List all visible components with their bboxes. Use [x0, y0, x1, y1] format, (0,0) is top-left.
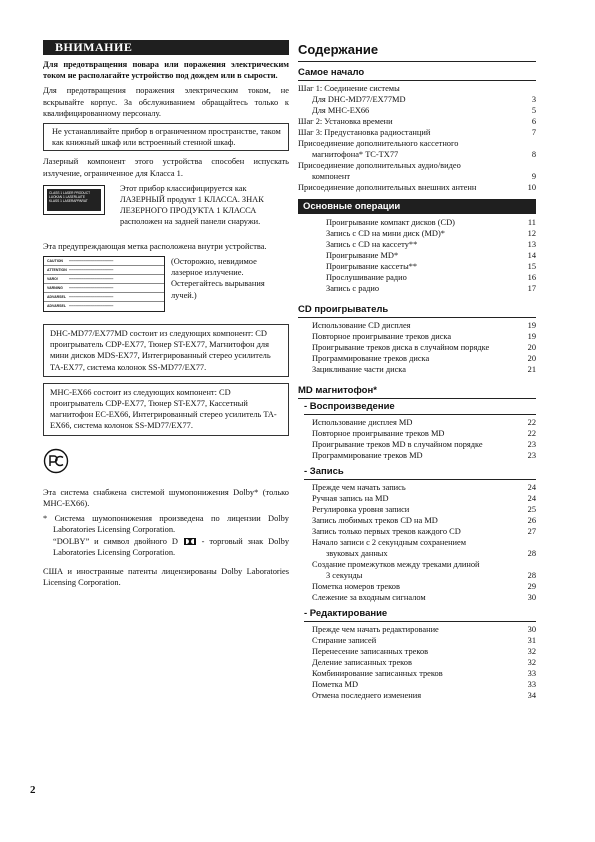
toc-item[interactable]: Слежение за входным сигналом 30 — [312, 593, 536, 602]
toc-list-basic — [298, 217, 536, 294]
warning-heading: ВНИМАНИЕ — [43, 40, 289, 55]
toc-item[interactable]: Запись с CD на мини диск (MD)* 12 — [326, 229, 536, 238]
toc-item[interactable]: Использование CD дисплея 19 — [312, 321, 536, 330]
toc-item[interactable]: Проигрывание треков MD в случайном порядке 23 — [312, 440, 536, 449]
toc-item[interactable]: Регулировка уровня записи 25 — [312, 505, 536, 514]
warning-paragraph-1: Для предотвращения поражения электрическим током, не вскрывайте корпус. За обслуживанием обращайтесь только к квалифицированному персоналу. — [43, 86, 289, 118]
toc-list-start — [298, 83, 536, 193]
toc-item[interactable]: Шаг 3: Предустановка радиостанций 7 — [298, 128, 536, 137]
warning-column — [43, 40, 289, 592]
warning-bold-text: Для предотвращения повара или поражения электрическим током не располагайте устройство под дождем или в сырости. — [43, 60, 289, 81]
placement-notice-box: Не устанавливайте прибор в ограниченном пространстве, таком как книжный шкаф или встроенный стенной шкаф. — [43, 123, 289, 151]
toc-item[interactable]: Проигрывание MD* 14 — [326, 251, 536, 260]
toc-item[interactable]: Программирование треков MD 23 — [312, 451, 536, 460]
toc-item[interactable]: Проигрывание компакт дисков (CD) 11 — [326, 218, 536, 227]
dolby-trademark-note — [43, 536, 289, 558]
laser-label-line: KLASS 1 LASERAPPARAT — [49, 198, 88, 203]
toc-item[interactable]: Присоединение дополнительных аудио/видео — [298, 161, 461, 170]
section-title-start: Самое начало — [298, 67, 536, 81]
laser-label-line: CLASS 1 LASER PRODUCT — [49, 190, 91, 195]
toc-item[interactable]: Зацикливание части диска 21 — [312, 365, 536, 374]
subsection-title-recording: - Запись — [304, 466, 536, 480]
toc-item[interactable]: Запись любимых треков CD на MD 26 — [312, 516, 536, 525]
caution-label-row: CAUTION ━━━━━━━━━━━━━━━━━━━━━ — [44, 257, 164, 266]
toc-list-md-recording — [298, 482, 536, 603]
toc-item[interactable]: магнитофона* TC-TX77 8 — [312, 150, 536, 159]
toc-item[interactable]: Начало записи с 2 секундным сохранением — [312, 538, 467, 547]
section-title-basic: Основные операции — [298, 199, 536, 214]
toc-item[interactable]: Ручная запись на MD 24 — [312, 494, 536, 503]
caution-label-section — [43, 256, 289, 314]
dolby-paragraph: Эта система снабжена системой шумопонижения Dolby* (только MHC-EX66). — [43, 487, 289, 509]
toc-item[interactable]: Пометка MD 33 — [312, 680, 536, 689]
toc-item[interactable]: Прежде чем начать запись 24 — [312, 483, 536, 492]
mhc-components-box: MHC-EX66 состоит из следующих компонент: CD проигрыватель CDP-EX77, Тюнер ST-EX77, Кассетный магнитофон EC-EX66, Интегрированный стерео усилитель TA-EX66, система колонок SS-MD77/EX77. — [43, 383, 289, 436]
section-title-md: MD магнитофон* — [298, 385, 536, 399]
caution-label-row: VARO! ━━━━━━━━━━━━━━━━━━━━━ — [44, 275, 164, 284]
caution-label-image — [43, 256, 165, 312]
table-of-contents — [298, 42, 536, 701]
subsection-title-playback: - Воспроизведение — [304, 401, 536, 415]
toc-item[interactable]: Создание промежутков между треками длиной — [312, 560, 480, 569]
toc-item[interactable]: Прежде чем начать редактирование 30 — [312, 625, 536, 634]
toc-item[interactable]: Запись с CD на кассету** 13 — [326, 240, 536, 249]
toc-item[interactable]: Перенесение записанных треков 32 — [312, 647, 536, 656]
toc-item[interactable]: Прослушивание радио 16 — [326, 273, 536, 282]
dhc-components-box: DHC-MD77/EX77MD состоит из следующих компонент: CD проигрыватель CDP-EX77, Тюнер ST-EX77, Магнитофон для мини дисков MDS-EX77, Интегрированный стерео усилитель TA-EX77, система колонок SS-MD77/EX77. — [43, 324, 289, 377]
toc-title: Содержание — [298, 42, 536, 62]
caution-label-row: ADVARSEL ━━━━━━━━━━━━━━━━━━━━━ — [44, 293, 164, 302]
toc-item[interactable]: Для MHC-EX66 5 — [312, 106, 536, 115]
laser-class-section — [43, 183, 289, 239]
toc-item[interactable]: Повторное проигрывание треков диска 19 — [312, 332, 536, 341]
laser-label-line: LUOKAN 1 LASERLAITE — [49, 194, 85, 199]
toc-item[interactable]: Запись с радио 17 — [326, 284, 536, 293]
warning-label-location: Эта предупреждающая метка расположена внутри устройства. — [43, 241, 267, 251]
toc-item[interactable]: Шаг 1: Соединение системы — [298, 84, 400, 93]
laser-class-text: Этот прибор классифицируется как ЛАЗЕРНЫЙ продукт 1 КЛАССА. ЗНАК ЛЕЗЕРНОГО ПРОДУКТА 1 КЛАССА расположен на задней панели снаружи. — [120, 183, 264, 227]
toc-item[interactable]: Присоединение дополнительного кассетного — [298, 139, 459, 148]
toc-item[interactable]: Присоединение дополнительных внешних антенн 10 — [298, 183, 536, 192]
toc-item[interactable]: 3 секунды 28 — [326, 571, 536, 580]
toc-item[interactable]: Проигрывание кассеты** 15 — [326, 262, 536, 271]
toc-item[interactable]: Для DHC-MD77/EX77MD 3 — [312, 95, 536, 104]
toc-item[interactable]: Запись только первых треков каждого CD 27 — [312, 527, 536, 536]
dolby-trademark-text: “DOLBY” и символ двойного D — [53, 536, 178, 546]
toc-item[interactable]: Пометка номеров треков 29 — [312, 582, 536, 591]
laser-class-paragraph: Лазерный компонент этого устройства способен испускать излучение, ограниченное для Класса 1. — [43, 157, 289, 178]
toc-item[interactable]: Отмена последнего изменения 34 — [312, 691, 536, 700]
toc-item[interactable]: Повторное проигрывание треков MD 22 — [312, 429, 536, 438]
toc-item[interactable]: Шаг 2: Установка времени 6 — [298, 117, 536, 126]
toc-item[interactable]: Деление записанных треков 32 — [312, 658, 536, 667]
section-title-cd: CD проигрыватель — [298, 304, 536, 318]
toc-item[interactable]: Программирование треков диска 20 — [312, 354, 536, 363]
subsection-title-editing: - Редактирование — [304, 608, 536, 622]
class1-laser-label-image — [43, 185, 105, 215]
dolby-license-note: * Система шумопонижения произведена по лицензии Dolby Laboratories Licensing Corporation. — [43, 514, 289, 535]
caution-translation: (Осторожно, невидимое лазерное излучение. Остерегайтесь вырывания лучей.) — [171, 257, 265, 300]
double-d-icon — [184, 538, 196, 545]
patents-paragraph: США и иностранные патенты лицензированы Dolby Laboratories Licensing Corporation. — [43, 567, 289, 588]
toc-item[interactable]: компонент 9 — [312, 172, 536, 181]
certification-logo-icon — [43, 448, 69, 474]
dolby-trademark-text: - торговый знак Dolby Laboratories Licensing Corporation. — [53, 536, 290, 557]
toc-list-md-playback — [298, 417, 536, 461]
toc-item[interactable]: Комбинирование записанных треков 33 — [312, 669, 536, 678]
toc-item[interactable]: Использование дисплея MD 22 — [312, 418, 536, 427]
toc-list-cd — [298, 320, 536, 375]
caution-label-row: ADVARSEL ━━━━━━━━━━━━━━━━━━━━━ — [47, 304, 114, 309]
toc-item[interactable]: звуковых данных 28 — [326, 549, 536, 558]
caution-label-row: VARNING ━━━━━━━━━━━━━━━━━━━━━ — [44, 284, 164, 293]
toc-list-md-editing — [298, 624, 536, 701]
toc-item[interactable]: Проигрывание треков диска в случайном порядке 20 — [312, 343, 536, 352]
page-number: 2 — [30, 784, 36, 796]
toc-item[interactable]: Стирание записей 31 — [312, 636, 536, 645]
caution-label-row: ATTENTION ━━━━━━━━━━━━━━━━━━━━━ — [44, 266, 164, 275]
